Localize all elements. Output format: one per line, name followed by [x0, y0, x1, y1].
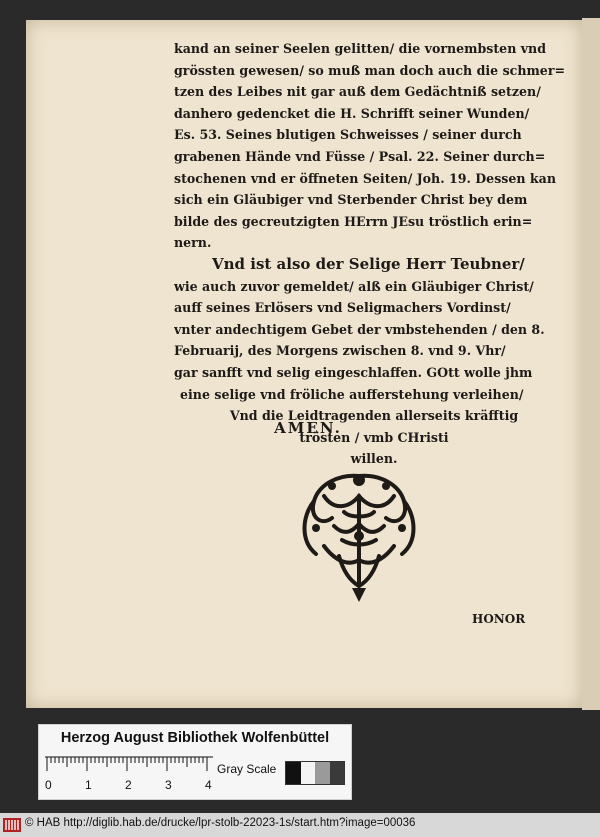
ruler-number: 3	[165, 778, 172, 792]
gray-scale-swatches	[285, 761, 345, 785]
paragraph-line: vnter andechtigem Gebet der vmbstehenden / den 8.	[174, 321, 545, 337]
paragraph-line: auff seines Erlösers vnd Seligmachers Vordinst/	[174, 300, 511, 316]
gray-swatch	[315, 762, 330, 784]
ruler-number: 1	[85, 778, 92, 792]
paragraph-line: Vnd ist also der Selige Herr Teubner/	[212, 254, 525, 273]
paragraph-line: eine selige vnd fröliche aufferstehung verleihen/	[180, 386, 524, 402]
text-line: kand an seiner Seelen gelitten/ die vornembsten vnd	[174, 41, 547, 56]
ruler	[45, 755, 215, 795]
gray-swatch	[301, 762, 316, 784]
gray-scale-label: Gray Scale	[217, 762, 277, 776]
text-line: sich ein Gläubiger vnd Sterbender Christ bey dem	[174, 192, 528, 208]
text-line: stochenen vnd er öffneten Seiten/ Joh. 19. Dessen kan	[174, 170, 556, 186]
next-page-edge	[582, 18, 600, 710]
text-line: tzen des Leibes nit gar auß dem Gedächtniß setzen/	[174, 84, 541, 100]
text-line: Es. 53. Seines blutigen Schweisses / seiner durch	[174, 127, 522, 143]
ruler-number: 2	[125, 778, 132, 792]
ornament-vignette	[294, 466, 424, 606]
paragraph-line: willen.	[350, 451, 398, 467]
amen-heading: AMEN.	[274, 419, 342, 437]
gray-swatch	[286, 762, 301, 784]
paragraph-line: Vnd die Leidtragenden allerseits kräfftig	[229, 408, 519, 424]
text-line: grabenen Hände vnd Füsse / Psal. 22. Seiner durch=	[174, 148, 546, 164]
paragraph-line: trösten / vmb CHristi	[299, 429, 449, 445]
paragraph-line: gar sanfft vnd selig eingeschlaffen. GOtt wolle jhm	[174, 364, 533, 380]
footer-bar	[0, 813, 600, 837]
ruler-number: 0	[45, 778, 52, 792]
gray-swatch	[330, 762, 345, 784]
text-line: danhero gedencket die H. Schrifft seiner Wunden/	[174, 105, 530, 121]
hab-logo-icon	[3, 818, 21, 832]
paragraph-line: Februarij, des Morgens zwischen 8. vnd 9. Vhr/	[174, 343, 506, 359]
page-text	[174, 38, 574, 470]
paragraph-line: wie auch zuvor gemeldet/ alß ein Gläubiger Christ/	[174, 278, 534, 294]
catchword: HONOR	[472, 612, 526, 626]
footer-link[interactable]: © HAB http://diglib.hab.de/drucke/lpr-stolb-22023-1s/start.htm?image=00036	[25, 817, 416, 829]
library-name: Herzog August Bibliothek Wolfenbüttel	[60, 730, 330, 746]
text-line: nern.	[174, 235, 212, 251]
ruler-number: 4	[205, 778, 212, 792]
text-line: grössten gewesen/ so muß man doch auch die schmer=	[174, 62, 566, 78]
color-scale-card	[38, 724, 352, 800]
text-line: bilde des gecreutzigten HErrn JEsu tröstlich erin=	[174, 213, 533, 229]
